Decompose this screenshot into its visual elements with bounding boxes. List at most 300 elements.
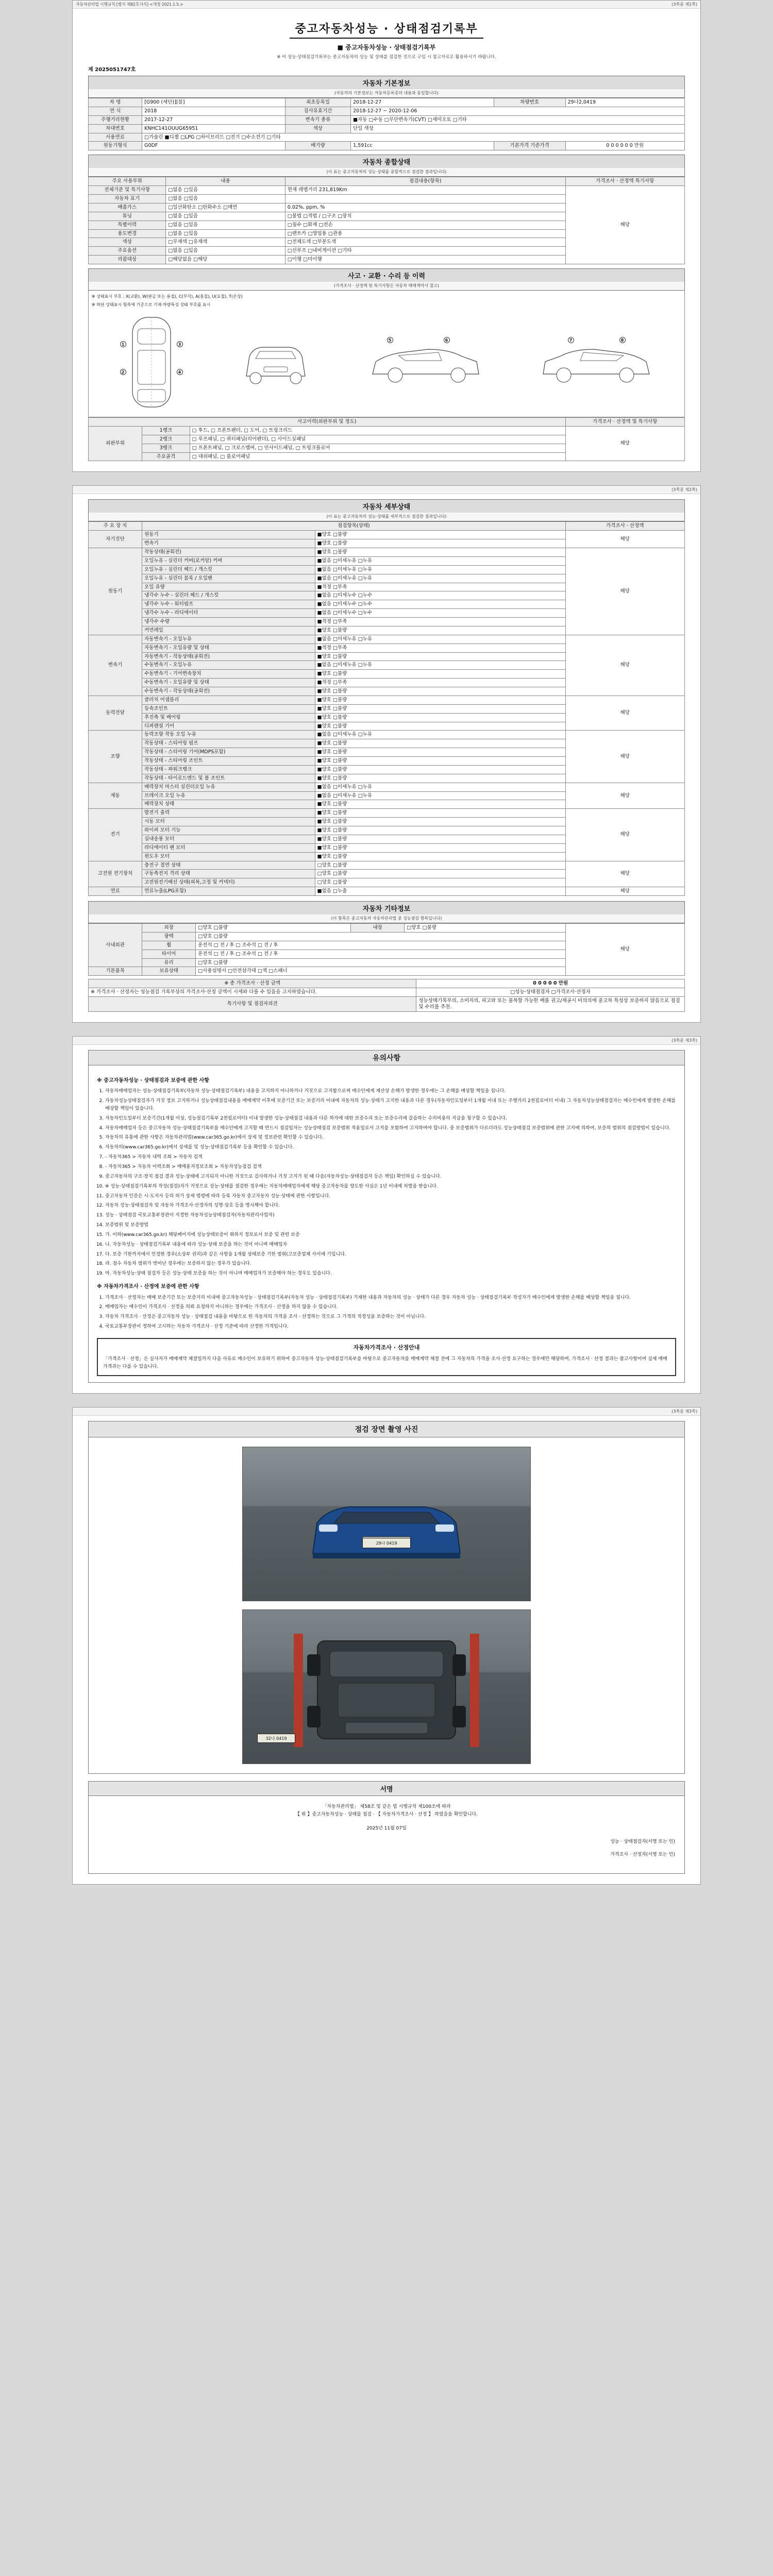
marker-1: 1 bbox=[120, 341, 126, 347]
detail-item-state: □양호 □불량 bbox=[315, 870, 565, 878]
detail-item-state: ■양호 □불량 bbox=[315, 713, 565, 722]
detail-item-state: ■양호 □불량 bbox=[315, 704, 565, 713]
accident-rank-table bbox=[88, 417, 685, 461]
notice-item: 17. 다. 보증 기한까지에서 인정한 경우(소상부 권리)과 같은 사항을 1개월 상태보증 기한 범위(고보증업체 사이에 기입니다. bbox=[105, 1251, 676, 1259]
basic-info-table bbox=[88, 98, 685, 150]
detail-item-label: 냉각수 수량 bbox=[142, 618, 315, 626]
detail-item-label: 수동변속기 - 오일유량 및 상태 bbox=[142, 679, 315, 687]
detail-item-state: ■양호 □불량 bbox=[315, 722, 565, 731]
detail-item-label: 자동변속기 - 오일누유 bbox=[142, 635, 315, 643]
inspect-label: 검사유효기간 bbox=[285, 107, 350, 115]
overall-content: □일산화탄소 □탄화수소 □매연 bbox=[166, 203, 285, 212]
other-ext-value: □양호 □불량 bbox=[196, 924, 351, 933]
notice-item: 2. 자동차성능상태점검자가 거짓 정보 고지하거나 성능상태점검내용을 매매계약 이후에 보증기간 또는 보증거리 이내에 자동차의 성능·상태가 고지한 내용과 다른 경우(자동차인도일부터 1개월 이내 또는 주행거리 2천킬로미터 이내) 그 자동차성능상태점검자는 매수인에게 발생한 손해를 배상할 책임이 있습니다. bbox=[105, 1097, 676, 1113]
other-price-value: 해당 bbox=[565, 924, 684, 976]
other-basic-label: 기본품목 bbox=[89, 967, 142, 976]
section-basic-header: 자동차 기본정보 bbox=[88, 76, 685, 89]
price-label: 기본가격 기준가격 bbox=[494, 142, 565, 150]
detail-item-state: ■적정 □부족 bbox=[315, 679, 565, 687]
detail-item-state: ■양호 □불량 bbox=[315, 748, 565, 757]
detail-item-state: ■양호 □불량 bbox=[315, 765, 565, 774]
color-value: 단일 색상 bbox=[351, 124, 685, 133]
notice-section-2-title: ※ 자동차가격조사 · 산정에 보증에 관한 사항 bbox=[97, 1284, 199, 1290]
page-number-3: (3쪽중 제3쪽) bbox=[671, 1038, 697, 1043]
table-row bbox=[89, 696, 685, 704]
detail-item-label: 배력장치 상태 bbox=[142, 800, 315, 809]
table-row bbox=[89, 548, 685, 557]
plate-value: 29나2,0419 bbox=[565, 98, 684, 107]
detail-group-label: 자기진단 bbox=[89, 531, 142, 548]
detail-item-state: ■양호 □불량 bbox=[315, 852, 565, 861]
notice-item: 9. 중고자동차의 구조·장치 점검 결과 성능·상태에 고지되지 아니한 거짓으로 검사하거나 거짓 고지가 된 때 다음(자동차성능·상태점검자 등은 책임) 확인하실 수 있습니다. bbox=[105, 1173, 676, 1181]
detail-item-state: ■양호 □불량 bbox=[315, 809, 565, 818]
section-overall-note: (이 표는 중고자동차의 성능·상태를 종합적으로 점검한 결과입니다) bbox=[88, 168, 685, 177]
detail-group-label: 원동기 bbox=[89, 548, 142, 635]
detail-price-value: 해당 bbox=[565, 861, 684, 887]
overall-part: 리콜대상 bbox=[89, 256, 166, 264]
engine-label: 원동기형식 bbox=[89, 142, 142, 150]
detail-item-label: 디퍼렌셜 기어 bbox=[142, 722, 315, 731]
detail-item-state: ■적정 □부족 bbox=[315, 618, 565, 626]
detail-item-label: 라디에이터 팬 모터 bbox=[142, 843, 315, 852]
detail-item-state: ■양호 □불량 bbox=[315, 548, 565, 557]
overall-state-table bbox=[88, 177, 685, 264]
detail-item-state: □양호 □불량 bbox=[315, 878, 565, 887]
signature-date: 2025년 11월 07일 bbox=[366, 1826, 407, 1832]
overall-part: 용도변경 bbox=[89, 229, 166, 238]
price-survey-guidance-title: 자동차가격조사 · 산정안내 bbox=[353, 1344, 420, 1351]
disp-value: 1,591cc bbox=[351, 142, 494, 150]
notice-item: 11. 중고자동차 인증은 시·도지사 등의 허가 상세 법령에 따라 등록 자동차 중고자동차 성능·상태에 관한 사항입니다. bbox=[105, 1193, 676, 1200]
detail-item-label: 작동상태(공회전) bbox=[142, 548, 315, 557]
notice-item: 1. 자동차매매업자는 성능·상태점검기록부(자동차 성능·상태점검기록부) 내용을 고지하지 아니하거나 거짓으로 고지함으로써 매수인에게 재산상 손해가 발생한 경우에는 그 손해를 배상할 책임을 집니다. bbox=[105, 1088, 676, 1095]
car-side-view-right bbox=[537, 334, 656, 392]
overall-part: 주요옵션 bbox=[89, 247, 166, 256]
overall-content: □없음 □있음 bbox=[166, 221, 285, 229]
detail-item-state: ■없음 □미세누유 □누유 bbox=[315, 791, 565, 800]
other-wheel-value: 운전석 □ 전 / 후 □ 조수석 □ 전 / 후 bbox=[196, 941, 565, 950]
detail-item-state: ■양호 □불량 bbox=[315, 835, 565, 843]
photo-area bbox=[88, 1437, 685, 1774]
overall-part: 특별이력 bbox=[89, 221, 166, 229]
notice-item: 4. 자동차매매업자 등은 중고자동차 성능·상태점검기록부를 매수인에게 고지할 때 반드시 점검일자는 성능상태점검 보증범위 적용일로서 고지를 포함하여 고지하여야 합니다. 중 보증범위가 다르더라도 성능상태점검 보증범위에 관한 고지에 의하여, 보증의 범위의 점검방법이 있습니다. bbox=[105, 1125, 676, 1132]
detail-item-label: 변속기 bbox=[142, 539, 315, 548]
overall-content: □없음 □있음 bbox=[166, 247, 285, 256]
underbody-photo-plate: 32나 0419 bbox=[257, 1734, 295, 1743]
detail-item-label: 작동상태 - 스티어링 기어(MDPS포함) bbox=[142, 748, 315, 757]
table-header-row bbox=[89, 522, 685, 531]
marker-5: 5 bbox=[387, 337, 393, 343]
detail-item-state: □양호 □불량 bbox=[315, 861, 565, 870]
signature-role-2[interactable]: 가격조사 · 산정자(서명 또는 인) bbox=[610, 1852, 675, 1858]
notice-item: 12. 자동차 성능·상태점검자 및 자동차 가격조사·산정자의 성명·상호 등을 명시해야 합니다. bbox=[105, 1202, 676, 1210]
total-label: ※ 총 가격조사 · 산정 금액 bbox=[89, 979, 416, 988]
other-tire-value: 운전석 □ 전 / 후 □ 조수석 □ 전 / 후 bbox=[196, 950, 565, 958]
detail-item-state: ■양호 □불량 bbox=[315, 774, 565, 783]
table-header-row bbox=[89, 418, 685, 427]
overall-part: 배출가스 bbox=[89, 203, 166, 212]
detail-price-value: 해당 bbox=[565, 809, 684, 861]
first-reg-label: 최초등록일 bbox=[285, 98, 350, 107]
overall-part: 튜닝 bbox=[89, 212, 166, 221]
detail-item-state: ■없음 □미세누수 □누수 bbox=[315, 591, 565, 600]
page-2-strip bbox=[73, 486, 700, 494]
overall-detail: □선루프 □내비게이션 □기타 bbox=[285, 247, 565, 256]
signature-header: 서명 bbox=[88, 1781, 685, 1796]
overall-detail: □렌트카 □영업용 □관용 bbox=[285, 229, 565, 238]
first-reg-value: 2018-12-27 bbox=[351, 98, 494, 107]
notice-item: 3. 자동차 가격조사 · 산정은 중고자동차 성능 · 상태점검 내용을 바탕으로 한 자동차의 가격을 조사 · 산정하는 것으로 그 가격의 적정성을 보증하는 것이 아닙니다. bbox=[105, 1313, 676, 1321]
other-polish-value: □양호 □불량 bbox=[196, 932, 565, 941]
signature-line-1: 「자동차관리법」 제58조 및 같은 법 시행규칙 제100조에 따라 bbox=[322, 1804, 451, 1809]
overall-content: □없음 □있음 bbox=[166, 229, 285, 238]
detail-item-state: ■양호 □불량 bbox=[315, 843, 565, 852]
detail-item-label: 고전원전기배선 상태(피복,고정 및 커넥터) bbox=[142, 878, 315, 887]
notice-item: 15. 가. 이하(www.car365.go.kr) 해당페이지에 성능상태보증이 위하지 정보로서 보증 및 관련 보증 bbox=[105, 1231, 676, 1239]
detail-item-label: 추진축 및 베어링 bbox=[142, 713, 315, 722]
vin-value: KNHC141OUUG65951 bbox=[142, 124, 285, 133]
detail-item-label: 원동기 bbox=[142, 531, 315, 539]
detail-col-3: 가격조사 · 산정액 bbox=[565, 522, 684, 531]
document-title-block bbox=[88, 20, 685, 60]
accident-rank-items: □ 프론트패널, □ 크로스멤버, □ 인사이드패널, □ 트렁크플로어 bbox=[190, 444, 565, 452]
table-row bbox=[89, 924, 685, 933]
detail-price-value: 해당 bbox=[565, 783, 684, 809]
detail-item-label: 작동상태 - 스티어링 펌프 bbox=[142, 739, 315, 748]
detail-col-1: 점검항목(상태) bbox=[142, 522, 565, 531]
section-overall-header: 자동차 종합상태 bbox=[88, 155, 685, 168]
detail-group-label: 조향 bbox=[89, 731, 142, 783]
overall-content: □해당없음 □해당 bbox=[166, 256, 285, 264]
inspect-value: 2018-12-27 ~ 2020-12-06 bbox=[351, 107, 685, 115]
price-survey-guidance-box bbox=[97, 1338, 676, 1376]
detail-price-value: 해당 bbox=[565, 635, 684, 696]
page-number-4: (3쪽중 제3쪽) bbox=[671, 1409, 697, 1414]
notice-list-2 bbox=[105, 1294, 676, 1331]
overall-detail: □불법 □적법 / □구조 □장치 bbox=[285, 212, 565, 221]
special-note-label: 특기사항 및 점검자의견 bbox=[89, 997, 416, 1012]
table-row bbox=[89, 887, 685, 896]
detail-price-value: 해당 bbox=[565, 696, 684, 731]
detail-item-state: ■없음 □미세누유 □누유 bbox=[315, 661, 565, 670]
detail-item-label: 배력장치 마스터 실린더오일 누유 bbox=[142, 783, 315, 791]
detail-item-label: 작동상태 - 스티어링 조인트 bbox=[142, 757, 315, 766]
detail-item-state: ■양호 □불량 bbox=[315, 652, 565, 661]
detail-item-state: ■양호 □불량 bbox=[315, 626, 565, 635]
detail-item-label: 수동변속기 - 기어변속장치 bbox=[142, 670, 315, 679]
car-name-label: 차 명 bbox=[89, 98, 142, 107]
detail-item-state: ■양호 □불량 bbox=[315, 818, 565, 826]
detail-item-label: 자동변속기 - 오일유량 및 상태 bbox=[142, 643, 315, 652]
section-detail-header: 자동차 세부상태 bbox=[88, 499, 685, 513]
section-basic-note: (자동차의 기본정보는 자동차등록증의 내용과 동일합니다) bbox=[88, 89, 685, 98]
other-int-label: 내장 bbox=[351, 924, 405, 933]
accident-rank-label: 2랭크 bbox=[142, 435, 190, 444]
page-2 bbox=[72, 485, 701, 1022]
form-reference-4 bbox=[76, 1409, 77, 1414]
detail-item-state: ■없음 □미세누유 □누유 bbox=[315, 783, 565, 791]
detail-item-label: 오일누유 - 실린더 블록 / 오일팬 bbox=[142, 574, 315, 583]
overall-col-2: 점검내용(항목) bbox=[285, 177, 565, 186]
section-other-note: (이 항목은 중고자동차 자동차관리법 중 성능점검 항목입니다) bbox=[88, 914, 685, 923]
accident-price-title: 가격조사 · 산정액 및 특기사항 bbox=[565, 418, 684, 427]
table-row bbox=[89, 809, 685, 818]
detail-item-state: ■없음 □미세누수 □누수 bbox=[315, 609, 565, 618]
other-info-table bbox=[88, 923, 685, 976]
detail-item-state: ■없음 □미세누유 □누유 bbox=[315, 574, 565, 583]
section-accident-note: (가격조사 · 산정액 및 특기사항은 자동차 매매계약서 참고) bbox=[88, 282, 685, 291]
fuel-label: 사용연료 bbox=[89, 133, 142, 142]
accident-rank-items: □ 후드, □ 프론트펜더, □ 도어, □ 트렁크리드 bbox=[190, 426, 565, 435]
price-survey-guidance-text: 「가격조사 · 산정」은 실사자가 매매계약 체결일까지 다음 사유로 매수인이 보유하기 위하여 중고자동차 성능·상태점검기록부를 바탕으로 중고자동차를 매매계약 체결 전에 그 자동차의 가격을 조사·산정 요구하는 경우에만 해당하며, 가격조사 · 산정 결과는 참고사항이며 실제 매매가격과는 다를 수 있습니다. bbox=[103, 1357, 667, 1369]
table-row bbox=[89, 133, 685, 142]
section-other-header: 자동차 기타정보 bbox=[88, 901, 685, 914]
table-row bbox=[89, 426, 685, 435]
marker-3: 3 bbox=[177, 341, 183, 347]
notice-item: 6. 자동차의(www.car365.go.kr)에서 상세를 및 성능·상태점검기록부 등을 확인할 수 있습니다. bbox=[105, 1144, 676, 1151]
detail-item-label: 브레이크 오일 누유 bbox=[142, 791, 315, 800]
signature-body bbox=[88, 1796, 685, 1874]
overall-detail: □전체도색 □부분도색 bbox=[285, 238, 565, 247]
form-reference: 자동차관리법 시행규칙 [별지 제82호서식] <개정 2021.1.5.> bbox=[76, 2, 183, 7]
accident-rank-items: □ 루프패널, □ 쿼터패널(리어펜더), □ 사이드실패널 bbox=[190, 435, 565, 444]
detail-price-value: 해당 bbox=[565, 531, 684, 548]
detail-item-state: ■양호 □불량 bbox=[315, 739, 565, 748]
table-row bbox=[89, 731, 685, 739]
document-number: 제 2025051747호 bbox=[88, 67, 136, 73]
form-reference-3 bbox=[76, 1038, 77, 1043]
detail-item-state: ■없음 □미세누유 □누유 bbox=[315, 731, 565, 739]
overall-part: 전체기준 및 특기사항 bbox=[89, 186, 166, 195]
detail-item-state: ■양호 □불량 bbox=[315, 531, 565, 539]
detail-group-label: 고전원 전기장치 bbox=[89, 861, 142, 887]
other-polish-label: 광택 bbox=[142, 932, 196, 941]
detail-item-label: 충전구 절연 상태 bbox=[142, 861, 315, 870]
notice-item: 4. 국토교통부장관이 정하여 고시하는 자동차 가격조사 · 산정 기준에 따라 산정한 가격입니다. bbox=[105, 1323, 676, 1331]
notice-item: 18. 라. 점수 자동차 범위가 벗어난 경우에는 보증하지 않는 경우가 있습니다. bbox=[105, 1260, 676, 1268]
detail-price-value: 해당 bbox=[565, 887, 684, 896]
car-side-view-left bbox=[366, 334, 485, 392]
car-top-view bbox=[118, 313, 185, 413]
damage-diagram bbox=[88, 291, 685, 417]
photo-section-header: 점검 장면 촬영 사진 bbox=[88, 1421, 685, 1437]
detail-price-value: 해당 bbox=[565, 548, 684, 635]
detail-item-label: 수동변속기 - 오일누유 bbox=[142, 661, 315, 670]
signature-role-1[interactable]: 성능 · 상태점검자(서명 또는 인) bbox=[610, 1839, 675, 1844]
detail-item-state: ■양호 □불량 bbox=[315, 539, 565, 548]
accident-rank-label: 3랭크 bbox=[142, 444, 190, 452]
diagram-legend-1: ※ 상태표시 부호 : X(교환), W(판금 또는 용접), C(부식), A(흠집), U(요철), T(손상) bbox=[92, 294, 243, 299]
page-1-strip bbox=[73, 1, 700, 9]
color-label: 색상 bbox=[285, 124, 350, 133]
table-row bbox=[89, 988, 685, 997]
detail-item-label: 와이퍼 모터 기능 bbox=[142, 826, 315, 835]
section-accident-header: 사고 · 교환 · 수리 등 이력 bbox=[88, 268, 685, 282]
marker-4: 4 bbox=[177, 369, 183, 375]
detail-item-label: 윈도우 모터 bbox=[142, 852, 315, 861]
underbody-photo bbox=[242, 1609, 531, 1764]
notice-item: 19. 마. 자동차성능·상태 점검자 등은 성능·상태 보증을 하는 것이 아니며 매매업자가 보증해야 하는 경우도 있습니다. bbox=[105, 1270, 676, 1278]
total-value: 0 0 0 0 0 만원 bbox=[416, 979, 685, 988]
marker-7: 7 bbox=[568, 337, 574, 343]
overall-content: □없음 □있음 bbox=[166, 212, 285, 221]
table-header-row bbox=[89, 177, 685, 186]
notice-item: 2. 매매업자는 매수인이 가격조사 · 산정을 의뢰 요청하지 아니하는 경우에는 가격조사 · 산정을 하지 않을 수 있습니다. bbox=[105, 1303, 676, 1311]
other-glass-label: 유리 bbox=[142, 958, 196, 967]
vin-label: 차대번호 bbox=[89, 124, 142, 133]
detail-item-state: ■없음 □미세누유 □누유 bbox=[315, 565, 565, 574]
detail-item-label: 작동상태 - 파워크랭크 bbox=[142, 765, 315, 774]
accident-rank-label: 1랭크 bbox=[142, 426, 190, 435]
front-photo bbox=[242, 1447, 531, 1601]
other-int-value: □양호 □불량 bbox=[405, 924, 565, 933]
page-1 bbox=[72, 0, 701, 472]
detail-item-label: 시동 모터 bbox=[142, 818, 315, 826]
detail-group-label: 변속기 bbox=[89, 635, 142, 696]
detail-group-label: 전기 bbox=[89, 809, 142, 861]
car-name-value: [G900 (세단)][블] bbox=[142, 98, 285, 107]
transmission-label: 변속기 종류 bbox=[285, 115, 350, 124]
disp-label: 배기량 bbox=[285, 142, 350, 150]
year-label: 연 식 bbox=[89, 107, 142, 115]
detail-item-label: 오일 유량 bbox=[142, 583, 315, 591]
notice-item: 14. 보증범위 및 보증방법 bbox=[105, 1222, 676, 1229]
table-row bbox=[89, 98, 685, 107]
document-note: ※ 이 성능·상태점검기록부는 중고자동차의 성능 및 상태를 점검한 것으로 구입 시 참고자료로 활용하시기 바랍니다. bbox=[277, 55, 496, 60]
accident-price-value: 해당 bbox=[565, 426, 684, 461]
notice-item: 8. - 자동차365 > 자동차 이력조회 > 매매용자정보조회 > 자동차성능점검 검색 bbox=[105, 1163, 676, 1171]
other-basic-sub: 보유상태 bbox=[142, 967, 196, 976]
table-row bbox=[89, 115, 685, 124]
overall-content: □없음 □있음 bbox=[166, 186, 285, 195]
detail-item-state: ■양호 □불량 bbox=[315, 757, 565, 766]
other-glass-value: □양호 □불량 bbox=[196, 958, 565, 967]
page-3-strip bbox=[73, 1037, 700, 1045]
detail-item-label: 클러치 어셈블리 bbox=[142, 696, 315, 704]
table-row bbox=[89, 979, 685, 988]
detail-item-label: 냉각수 누수 - 워터펌프 bbox=[142, 600, 315, 609]
accident-rank-label: 주요골격 bbox=[142, 452, 190, 461]
detail-item-label: 수동변속기 - 작동상태(공회전) bbox=[142, 687, 315, 696]
table-row bbox=[89, 142, 685, 150]
overall-detail: 현재 레벨거리 231,819Km bbox=[285, 186, 565, 195]
transmission-value: ■자동 □수동 □무단변속기(CVT) □세미오토 □기타 bbox=[351, 115, 685, 124]
notice-section-1-title: ※ 중고자동차성능 · 상태점검과 보증에 관한 사항 bbox=[97, 1077, 209, 1083]
table-row bbox=[89, 124, 685, 133]
detail-item-label: 구동축전지 격리 상태 bbox=[142, 870, 315, 878]
document-subtitle: ■ 중고자동차성능 · 상태점검기록부 bbox=[337, 44, 436, 51]
total-price-table bbox=[88, 979, 685, 1012]
special-note-value: 성능상태기록부의, 소비자의, 피고와 또는 불복할 가능한 배를 권고/제공시 비의의에 중고차 특성상 보증하지 않음으로 점검 및 수리를 추천. bbox=[416, 997, 685, 1012]
table-row bbox=[89, 635, 685, 643]
detail-item-state: ■양호 □불량 bbox=[315, 800, 565, 809]
diagram-legend-2: ※ 하단 상태표시 항목에 기준으로 기재·차량특성 상태 부호를 표시 bbox=[92, 302, 211, 307]
accident-group-label: 외판부위 bbox=[89, 426, 142, 461]
detail-group-label: 연료 bbox=[89, 887, 142, 896]
detail-item-label: 오일누유 - 실린더 커버(로커암) 커버 bbox=[142, 556, 315, 565]
detail-item-state: ■없음 □미세누수 □누수 bbox=[315, 600, 565, 609]
accident-rank-title: 사고이력(외판부위 및 정도) bbox=[89, 418, 566, 427]
mileage-label: 주행거리현황 bbox=[89, 115, 142, 124]
overall-detail: □이행 □미이행 bbox=[285, 256, 565, 264]
detail-item-label: 냉각수 누수 - 실린더 헤드 / 개스킷 bbox=[142, 591, 315, 600]
table-row bbox=[89, 107, 685, 115]
detail-item-label: 실내송풍 모터 bbox=[142, 835, 315, 843]
notice-item: 13. 성능 · 상태점검 국토교통부장관이 지정한 자동차성능상태점검자(자동차관리사업자) bbox=[105, 1212, 676, 1219]
notice-body bbox=[88, 1065, 685, 1383]
detail-item-label: 동력조향 작동 오일 누유 bbox=[142, 731, 315, 739]
overall-detail: □침수 □화재 □전손 bbox=[285, 221, 565, 229]
detail-item-label: 연료누출(LPG포함) bbox=[142, 887, 315, 896]
detail-item-label: 발전기 출력 bbox=[142, 809, 315, 818]
other-group-label: 사내외관 bbox=[89, 924, 142, 967]
section-detail-note: (이 표는 중고자동차의 성능·상태를 세부적으로 점검한 결과입니다) bbox=[88, 513, 685, 521]
detail-item-state: ■없음 □누출 bbox=[315, 887, 565, 896]
overall-part: 자동차 표기 bbox=[89, 195, 166, 204]
car-diagram-row bbox=[92, 310, 681, 414]
table-row bbox=[89, 186, 685, 195]
detail-item-state: ■적정 □부족 bbox=[315, 583, 565, 591]
marker-2: 2 bbox=[120, 369, 126, 375]
detail-item-label: 냉각수 누수 - 라디에이터 bbox=[142, 609, 315, 618]
detail-state-table bbox=[88, 521, 685, 896]
notice-item: 7. - 자동차365 > 자동차 내역 조회 > 자동차 검색 bbox=[105, 1154, 676, 1161]
overall-col-0: 주요 사용부위 bbox=[89, 177, 166, 186]
total-check: □성능·상태점검자 □가격조사·산정자 bbox=[416, 988, 685, 997]
detail-item-state: ■없음 □미세누유 □누유 bbox=[315, 635, 565, 643]
page-3 bbox=[72, 1036, 701, 1394]
page-4 bbox=[72, 1407, 701, 1885]
page-title: 중고자동차성능 · 상태점검기록부 bbox=[290, 20, 483, 39]
notice-item: 5. 자동차의 유통에 관한 사항은 자동차관리법(www.car365.go.kr)에서 상세 및 정보관련 확인할 수 있습니다. bbox=[105, 1134, 676, 1142]
overall-detail bbox=[285, 195, 565, 204]
overall-part: 색상 bbox=[89, 238, 166, 247]
detail-item-label: 등속조인트 bbox=[142, 704, 315, 713]
overall-content: □무채색 □유채색 bbox=[166, 238, 285, 247]
notice-item: 1. 가격조사 · 산정자는 매매 보증기간 또는 보증거리 이내에 중고자동차성능 · 상태점검기록부(자동차 성능 · 상태점검기록부) 기재한 내용과 자동차의 성능 · 상태가 다른 경우 자동차 성능 · 상태점검기록부 작성자가 매수인에게 발생한 손해를 배상할 책임을 집니다. bbox=[105, 1294, 676, 1302]
detail-price-value: 해당 bbox=[565, 731, 684, 783]
front-photo-plate: 29나 0419 bbox=[362, 1538, 411, 1548]
accident-rank-items: □ 대쉬패널, □ 플로어패널 bbox=[190, 452, 565, 461]
detail-item-state: ■적정 □부족 bbox=[315, 643, 565, 652]
detail-item-label: 자동변속기 - 작동상태(공회전) bbox=[142, 652, 315, 661]
detail-item-state: ■양호 □불량 bbox=[315, 670, 565, 679]
notice-item: 16. 나. 자동차성능 · 상태점검기록부 내용에 따라 성능·상태 보증을 하는 것이 아니며 매매업자 bbox=[105, 1241, 676, 1249]
form-reference-2 bbox=[76, 487, 77, 492]
notice-item: 3. 자동차인도일부터 보증기간(1개월 이상, 성능점검기록부 2천킬로미터) 이내 발생한 성능·상태점검 내용과 다른 하자에 대한 보증수리 또는 보증수리에 갈음하는 수리비용의 지급을 청구할 수 있습니다. bbox=[105, 1115, 676, 1123]
signature-line-2: 【 위 】중고자동차성능 · 상태를 점검 · 【 자동차가격조사 · 산정 】 하였음을 확인합니다. bbox=[295, 1812, 478, 1818]
other-basic-value: □사용설명서 □안전삼각대 □잭 □스패너 bbox=[196, 967, 565, 976]
engine-value: G0DF bbox=[142, 142, 285, 150]
overall-col-3: 가격조사 · 산정액 특기사항 bbox=[565, 177, 684, 186]
mileage-value: 2017-12-27 bbox=[142, 115, 285, 124]
detail-item-state: ■양호 □불량 bbox=[315, 696, 565, 704]
year-value: 2018 bbox=[142, 107, 285, 115]
other-ext-label: 외장 bbox=[142, 924, 196, 933]
other-wheel-label: 휠 bbox=[142, 941, 196, 950]
page-number-2: (3쪽중 제2쪽) bbox=[671, 487, 697, 493]
notice-title: 유의사항 bbox=[88, 1050, 685, 1065]
total-note: ※ 가격조사 · 산정자는 성능점검 기록부상의 가격조사·산정 금액이 시세와 다를 수 있음을 고지하였습니다. bbox=[89, 988, 416, 997]
detail-item-label: 커먼레일 bbox=[142, 626, 315, 635]
detail-group-label: 제동 bbox=[89, 783, 142, 809]
detail-item-label: 작동상태 - 타이로드엔드 및 볼 조인트 bbox=[142, 774, 315, 783]
detail-group-label: 동력전달 bbox=[89, 696, 142, 731]
page-number: (3쪽중 제1쪽) bbox=[671, 2, 697, 7]
car-front-view bbox=[237, 329, 314, 397]
marker-6: 6 bbox=[444, 337, 450, 343]
fuel-value: □가솔린 ■디젤 □LPG □하이브리드 □전기 □수소전기 □기타 bbox=[142, 133, 685, 142]
